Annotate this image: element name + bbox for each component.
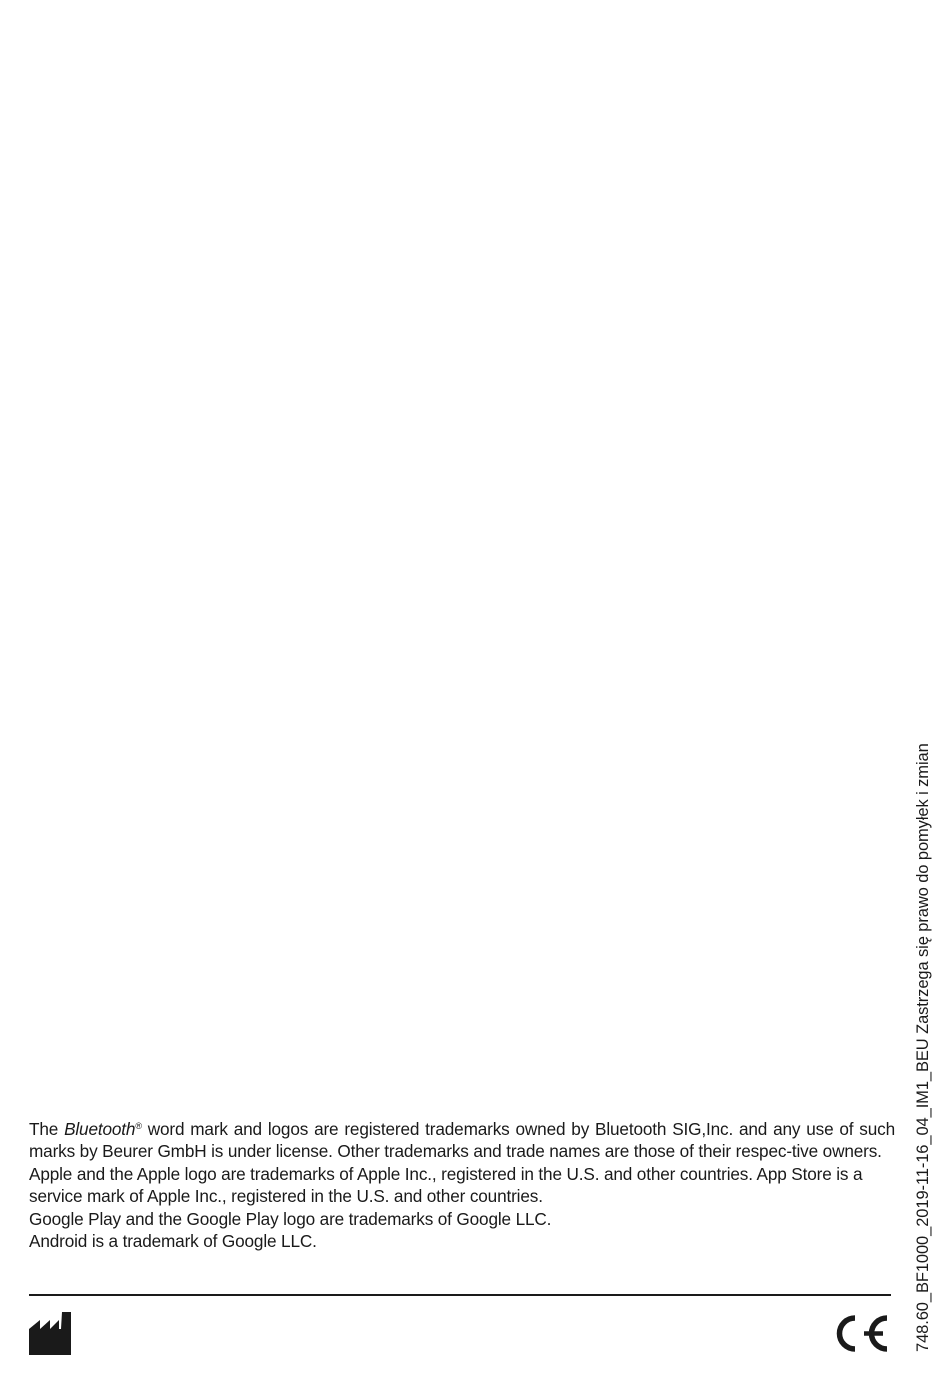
bluetooth-notice-text: word mark and logos are registered trademarks owned by Bluetooth SIG,Inc. and any use of such marks by Beurer GmbH is under license. Other trademarks and trade names are those of their respec-tive owners.	[29, 1119, 895, 1162]
bluetooth-notice-prefix: The	[29, 1119, 65, 1139]
bluetooth-brand: Bluetooth	[64, 1119, 136, 1139]
bluetooth-notice	[29, 1118, 895, 1163]
registered-mark: ®	[135, 1121, 142, 1131]
manufacturer-icon	[29, 1312, 72, 1355]
trademark-notice	[29, 1118, 895, 1252]
google-notice: Google Play and the Google Play logo are trademarks of Google LLC.	[29, 1208, 552, 1229]
android-notice: Android is a trademark of Google LLC.	[29, 1231, 317, 1252]
ce-mark-icon	[831, 1312, 891, 1355]
document-code: 748.60_BF1000_2019-11-16_04_IM1_BEU Zastrzega się prawo do pomyłek i zmian	[914, 743, 932, 1352]
apple-notice: Apple and the Apple logo are trademarks of Apple Inc., registered in the U.S. and other countries. App Store is a service mark of Apple Inc., registered in the U.S. and other countries.	[29, 1163, 863, 1207]
divider-line	[29, 1294, 891, 1296]
